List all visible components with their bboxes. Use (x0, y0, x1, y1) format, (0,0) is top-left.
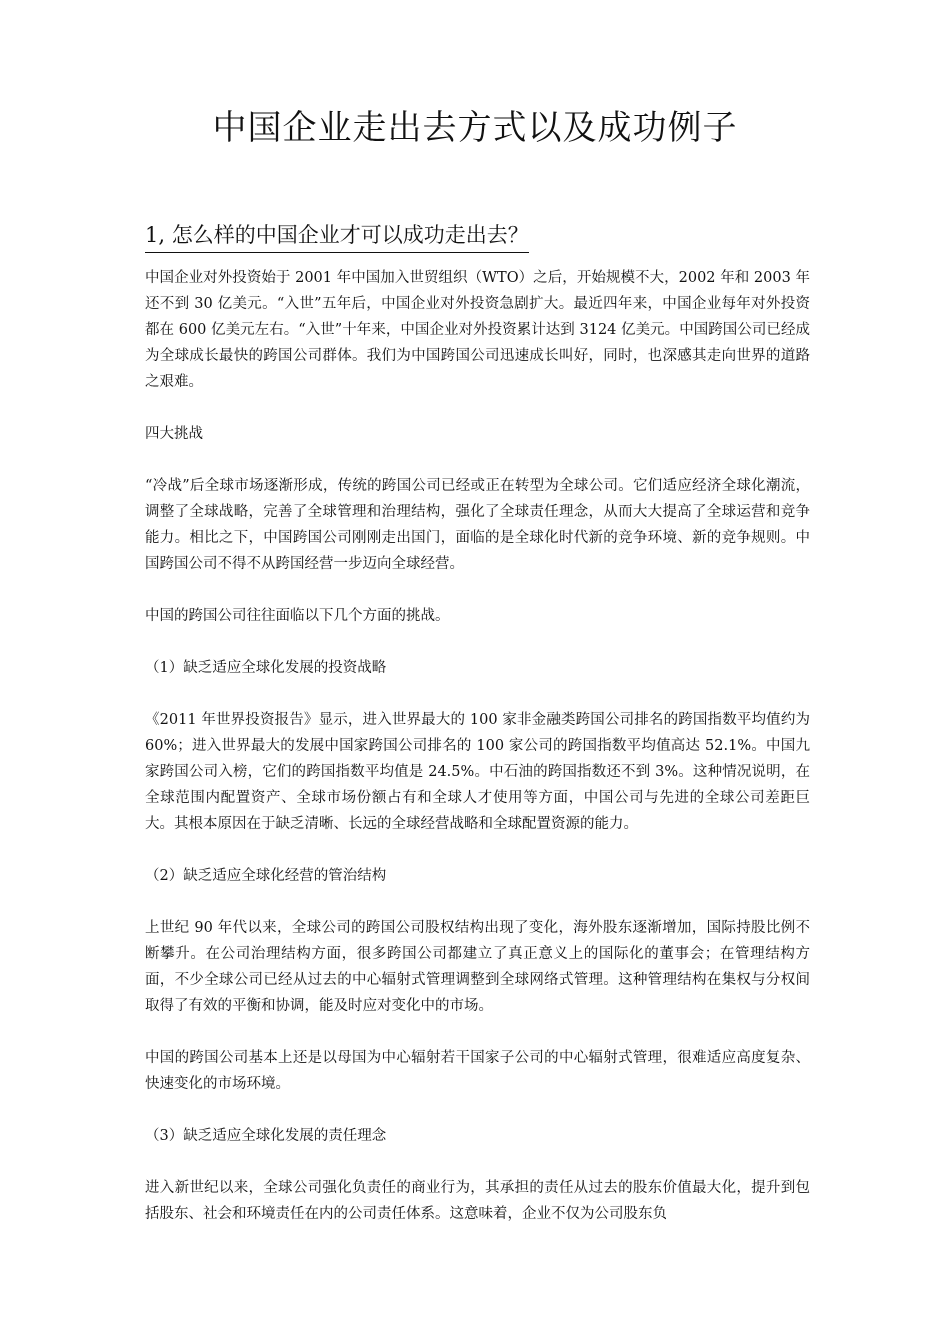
paragraph-intro: 中国企业对外投资始于 2001 年中国加入世贸组织（WTO）之后，开始规模不大，2002 年和 2003 年还不到 30 亿美元。“入世”五年后，中国企业对外投资急剧扩大。最近四年来，中国企业每年对外投资都在 600 亿美元左右。“入世”十年来，中国企业对外投资累计达到 3124 亿美元。中国跨国公司已经成为全球成长最快的跨国公司群体。我们为中国跨国公司迅速成长叫好，同时，也深感其走向世界的道路之艰难。 (145, 270, 810, 390)
paragraph-investment-report: 《2011 年世界投资报告》显示，进入世界最大的 100 家非金融类跨国公司排名的跨国指数平均值约为 60%；进入世界最大的发展中国家跨国公司排名的 100 家公司的跨国指数平均值高达 52.1%。中国九家跨国公司入榜，它们的跨国指数平均值是 24.5%。中石油的跨国指数还不到 3%。这种情况说明，在全球范围内配置资产、全球市场份额占有和全球人才使用等方面，中国公司与先进的全球公司差距巨大。其根本原因在于缺乏清晰、长远的全球经营战略和全球配置资源的能力。 (145, 712, 810, 832)
challenge-1-heading: （1）缺乏适应全球化发展的投资战略 (145, 660, 387, 676)
paragraph-hub-management: 中国的跨国公司基本上还是以母国为中心辐射若干国家子公司的中心辐射式管理，很难适应高度复杂、快速变化的市场环境。 (145, 1050, 810, 1092)
paragraph-governance: 上世纪 90 年代以来，全球公司的跨国公司股权结构出现了变化，海外股东逐渐增加，国际持股比例不断攀升。在公司治理结构方面，很多跨国公司都建立了真正意义上的国际化的董事会；在管理结构方面，不少全球公司已经从过去的中心辐射式管理调整到全球网络式管理。这种管理结构在集权与分权间取得了有效的平衡和协调，能及时应对变化中的市场。 (145, 920, 810, 1014)
paragraph-cold-war: “冷战”后全球市场逐渐形成，传统的跨国公司已经或正在转型为全球公司。它们适应经济全球化潮流，调整了全球战略，完善了全球管理和治理结构，强化了全球责任理念，从而大大提高了全球运营和竞争能力。相比之下，中国跨国公司刚刚走出国门，面临的是全球化时代新的竞争环境、新的竞争规则。中国跨国公司不得不从跨国经营一步迈向全球经营。 (145, 478, 810, 572)
paragraph-responsibility: 进入新世纪以来，全球公司强化负责任的商业行为，其承担的责任从过去的股东价值最大化，提升到包括股东、社会和环境责任在内的公司责任体系。这意味着，企业不仅为公司股东负 (145, 1180, 810, 1222)
challenge-3-heading: （3）缺乏适应全球化发展的责任理念 (145, 1128, 387, 1144)
subheading-four-challenges: 四大挑战 (145, 426, 203, 442)
document-body (145, 265, 810, 1253)
document-title: 中国企业走出去方式以及成功例子 (212, 108, 738, 148)
section-heading: 1, 怎么样的中国企业才可以成功走出去？ (145, 220, 529, 253)
paragraph-challenges-intro: 中国的跨国公司往往面临以下几个方面的挑战。 (145, 608, 450, 624)
challenge-2-heading: （2）缺乏适应全球化经营的管治结构 (145, 868, 387, 884)
